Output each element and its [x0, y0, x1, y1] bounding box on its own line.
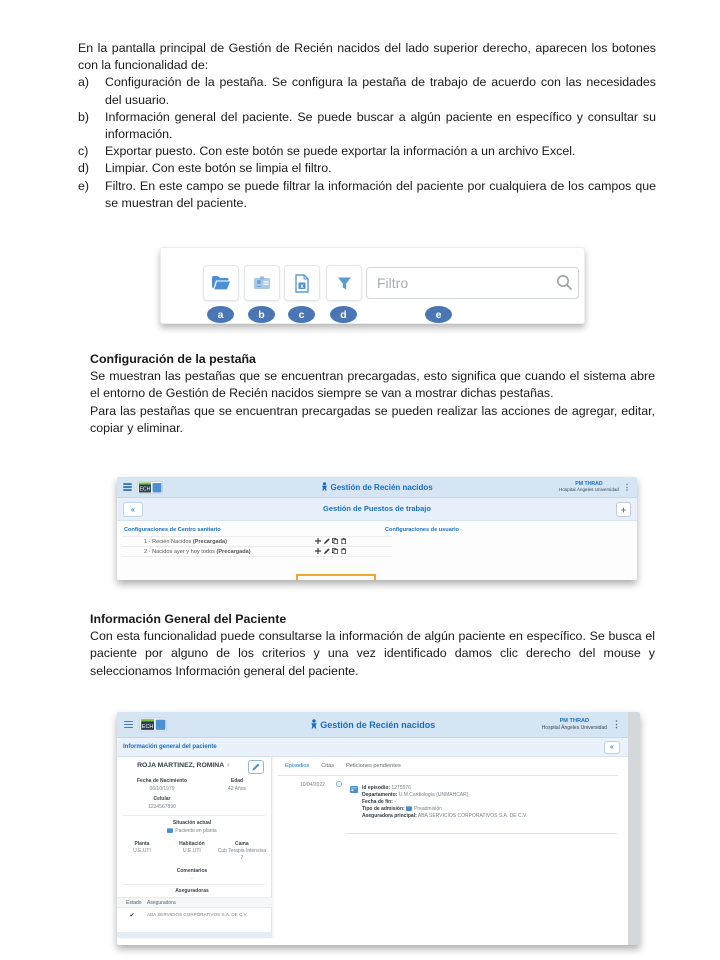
search-icon	[556, 274, 573, 296]
section-patient-info	[90, 611, 655, 680]
svg-text:ECH: ECH	[139, 486, 151, 493]
intro-paragraph: En la pantalla principal de Gestión de Recién nacidos del lado superior derecho, aparecen los botones con la funcionalidad de:	[78, 41, 656, 73]
workspace-subtitle: Gestión de Puestos de trabajo	[323, 504, 431, 513]
clear-filter-funnel-icon	[337, 276, 352, 291]
export-excel-button[interactable]	[284, 265, 320, 301]
edit-icon[interactable]	[324, 548, 330, 554]
breadcrumb: Información general del paciente	[123, 744, 217, 750]
age-field: Edad 42 Años	[227, 778, 247, 792]
collapse-panel-button[interactable]: «	[604, 741, 620, 754]
newborn-icon	[321, 482, 328, 491]
list-item-b	[78, 109, 656, 143]
user-info: PM THRAD Hospital Ángeles Universidad	[541, 717, 607, 731]
patient-panel	[117, 757, 272, 938]
section-paragraph: Con esta funcionalidad puede consultarse la información de algún paciente en específico. Se busca el paciente por alguno de los criterios y una vez identificado damos clic derecho del mouse y seleccionamos Información general del paciente.	[90, 629, 655, 678]
list-item-a	[78, 74, 656, 108]
section-paragraph: Se muestran las pestañas que se encuentran precargadas, esto significa que cuando el sistema abre el entorno de Gestión de Recién nacidos siempre se van a mostrar dichas pestañas.	[90, 369, 655, 401]
section-paragraph: Para las pestañas que se encuentran precargadas se pueden realizar las acciones de agregar, editar, copiar y eliminar.	[90, 403, 655, 435]
insurer-row[interactable]: ✔ ABA SERVICIOS CORPORATIVOS S.A. DE C.V.	[117, 912, 272, 919]
tab-episodios[interactable]: Episodios	[285, 763, 310, 769]
list-text: Filtro. En este campo se puede filtrar la información del paciente por cualquiera de los campos que se muestran del paciente.	[105, 178, 656, 210]
cell-field: Celular 1234567890	[148, 796, 176, 810]
section-title: Configuración de la pestaña	[90, 352, 256, 366]
timeline-date: 10/04/2022	[300, 782, 326, 788]
check-icon: ✔	[129, 913, 135, 919]
section-title: Información General del Paciente	[90, 612, 287, 626]
newborn-icon	[310, 719, 318, 729]
tab-config-button[interactable]	[203, 265, 239, 301]
config-row[interactable]: 2 - Nacidos ayer y hoy todos (Precargada)	[122, 547, 392, 557]
clear-filter-button[interactable]	[326, 265, 362, 301]
svg-text:ECH: ECH	[141, 723, 154, 730]
add-icon[interactable]	[315, 538, 321, 544]
situation-field: Situación actual Paciente en planta	[117, 819, 267, 835]
room-field: Habitación U.E.UTI	[179, 841, 205, 854]
app-title: Gestión de Recién nacidos	[117, 482, 637, 492]
edit-icon[interactable]	[324, 538, 330, 544]
screenshot-gray-edge	[628, 712, 640, 945]
add-icon[interactable]	[315, 548, 321, 554]
doc-body	[78, 40, 656, 212]
add-tab-button[interactable]: +	[616, 502, 631, 517]
toolbar-screenshot	[160, 247, 585, 324]
user-configs-header: Configuraciones de usuario	[385, 527, 459, 533]
kebab-menu-icon[interactable]: ⋮	[623, 482, 631, 492]
highlight-box	[296, 574, 376, 580]
patient-info-icon	[252, 275, 272, 291]
episode-card[interactable]: Id episodio: 1275976 Departamento: U.M.Cardiología (UNMAHCAR) Fecha de fin: - Tipo de admisión: Preadmisión Aseguradora principal: ABA SERVICIOS CORPORATIVOS S.A. DE C.V.	[362, 785, 528, 819]
patient-info-button[interactable]	[244, 265, 280, 301]
export-excel-icon	[294, 274, 310, 293]
workspaces-screenshot	[117, 477, 637, 580]
bed-field: Cama Cub Terapia Intensiva 7	[217, 841, 266, 861]
svg-text:x: x	[300, 283, 304, 290]
callout-badge-c: c	[288, 306, 315, 323]
filter-input[interactable]	[366, 267, 579, 299]
callout-badge-a: a	[207, 306, 234, 323]
delete-icon[interactable]	[341, 538, 346, 544]
edit-patient-button[interactable]	[248, 760, 264, 774]
patient-name: ROJA MARTINEZ, ROMINA ♀	[137, 762, 231, 769]
tab-peticiones[interactable]: Peticiones pendientes	[346, 763, 401, 769]
center-configs-header: Configuraciones de Centro sanitario	[124, 527, 221, 533]
comments-field: Comentarios -	[176, 868, 208, 882]
list-letter: d)	[78, 161, 90, 176]
callout-badge-d: d	[330, 306, 357, 323]
list-text: Configuración de la pestaña. Se configura la pestaña de trabajo de acuerdo con las necesidades del usuario.	[105, 75, 656, 107]
config-row[interactable]: 1 - Recién Nacidos (Precargada)	[122, 537, 392, 547]
list-text: Limpiar. Con este botón se limpia el filtro.	[105, 161, 332, 176]
tab-citas[interactable]: Citas	[321, 763, 335, 769]
pencil-icon	[252, 763, 260, 771]
user-info: PM THRAD Hospital Ángeles Universidad	[558, 480, 619, 493]
insurers-header: Aseguradoras	[175, 888, 209, 894]
collapse-panel-button[interactable]: «	[123, 502, 143, 517]
copy-icon[interactable]	[332, 548, 338, 554]
birth-field: Fecha de Nacimiento 06/10/1979	[136, 778, 187, 792]
list-item-e	[78, 178, 656, 212]
list-text: Exportar puesto. Con este botón se puede exportar la información a un archivo Excel.	[105, 144, 576, 159]
delete-icon[interactable]	[341, 548, 346, 554]
app-title: Gestión de Recién nacidos	[117, 719, 628, 730]
list-letter: b)	[78, 109, 90, 124]
tab-config-folder-icon	[211, 275, 231, 291]
panel-footer	[117, 932, 272, 938]
callout-badge-b: b	[248, 306, 275, 323]
list-letter: e)	[78, 178, 90, 193]
floor-field: Planta U.E.UTI	[133, 841, 151, 854]
list-letter: a)	[78, 75, 90, 90]
list-letter: c)	[78, 144, 89, 159]
female-icon: ♀	[225, 762, 231, 769]
list-text: Información general del paciente. Se puede buscar a algún paciente en específico y consultar su información.	[105, 109, 656, 142]
episodes-panel	[272, 757, 628, 938]
insurers-table-header: Estado Aseguradora	[117, 897, 272, 908]
timeline-node-icon[interactable]	[336, 781, 342, 787]
list-item-c	[78, 143, 656, 160]
list-item-d	[78, 160, 656, 177]
callout-badge-e: e	[425, 306, 452, 323]
in-ward-icon	[167, 828, 173, 833]
section-tab-config	[90, 351, 655, 437]
copy-icon[interactable]	[332, 538, 338, 544]
patient-screenshot	[117, 712, 640, 945]
kebab-menu-icon[interactable]: ⋮	[612, 719, 621, 729]
admission-icon	[406, 806, 412, 811]
episode-icon	[350, 786, 358, 795]
